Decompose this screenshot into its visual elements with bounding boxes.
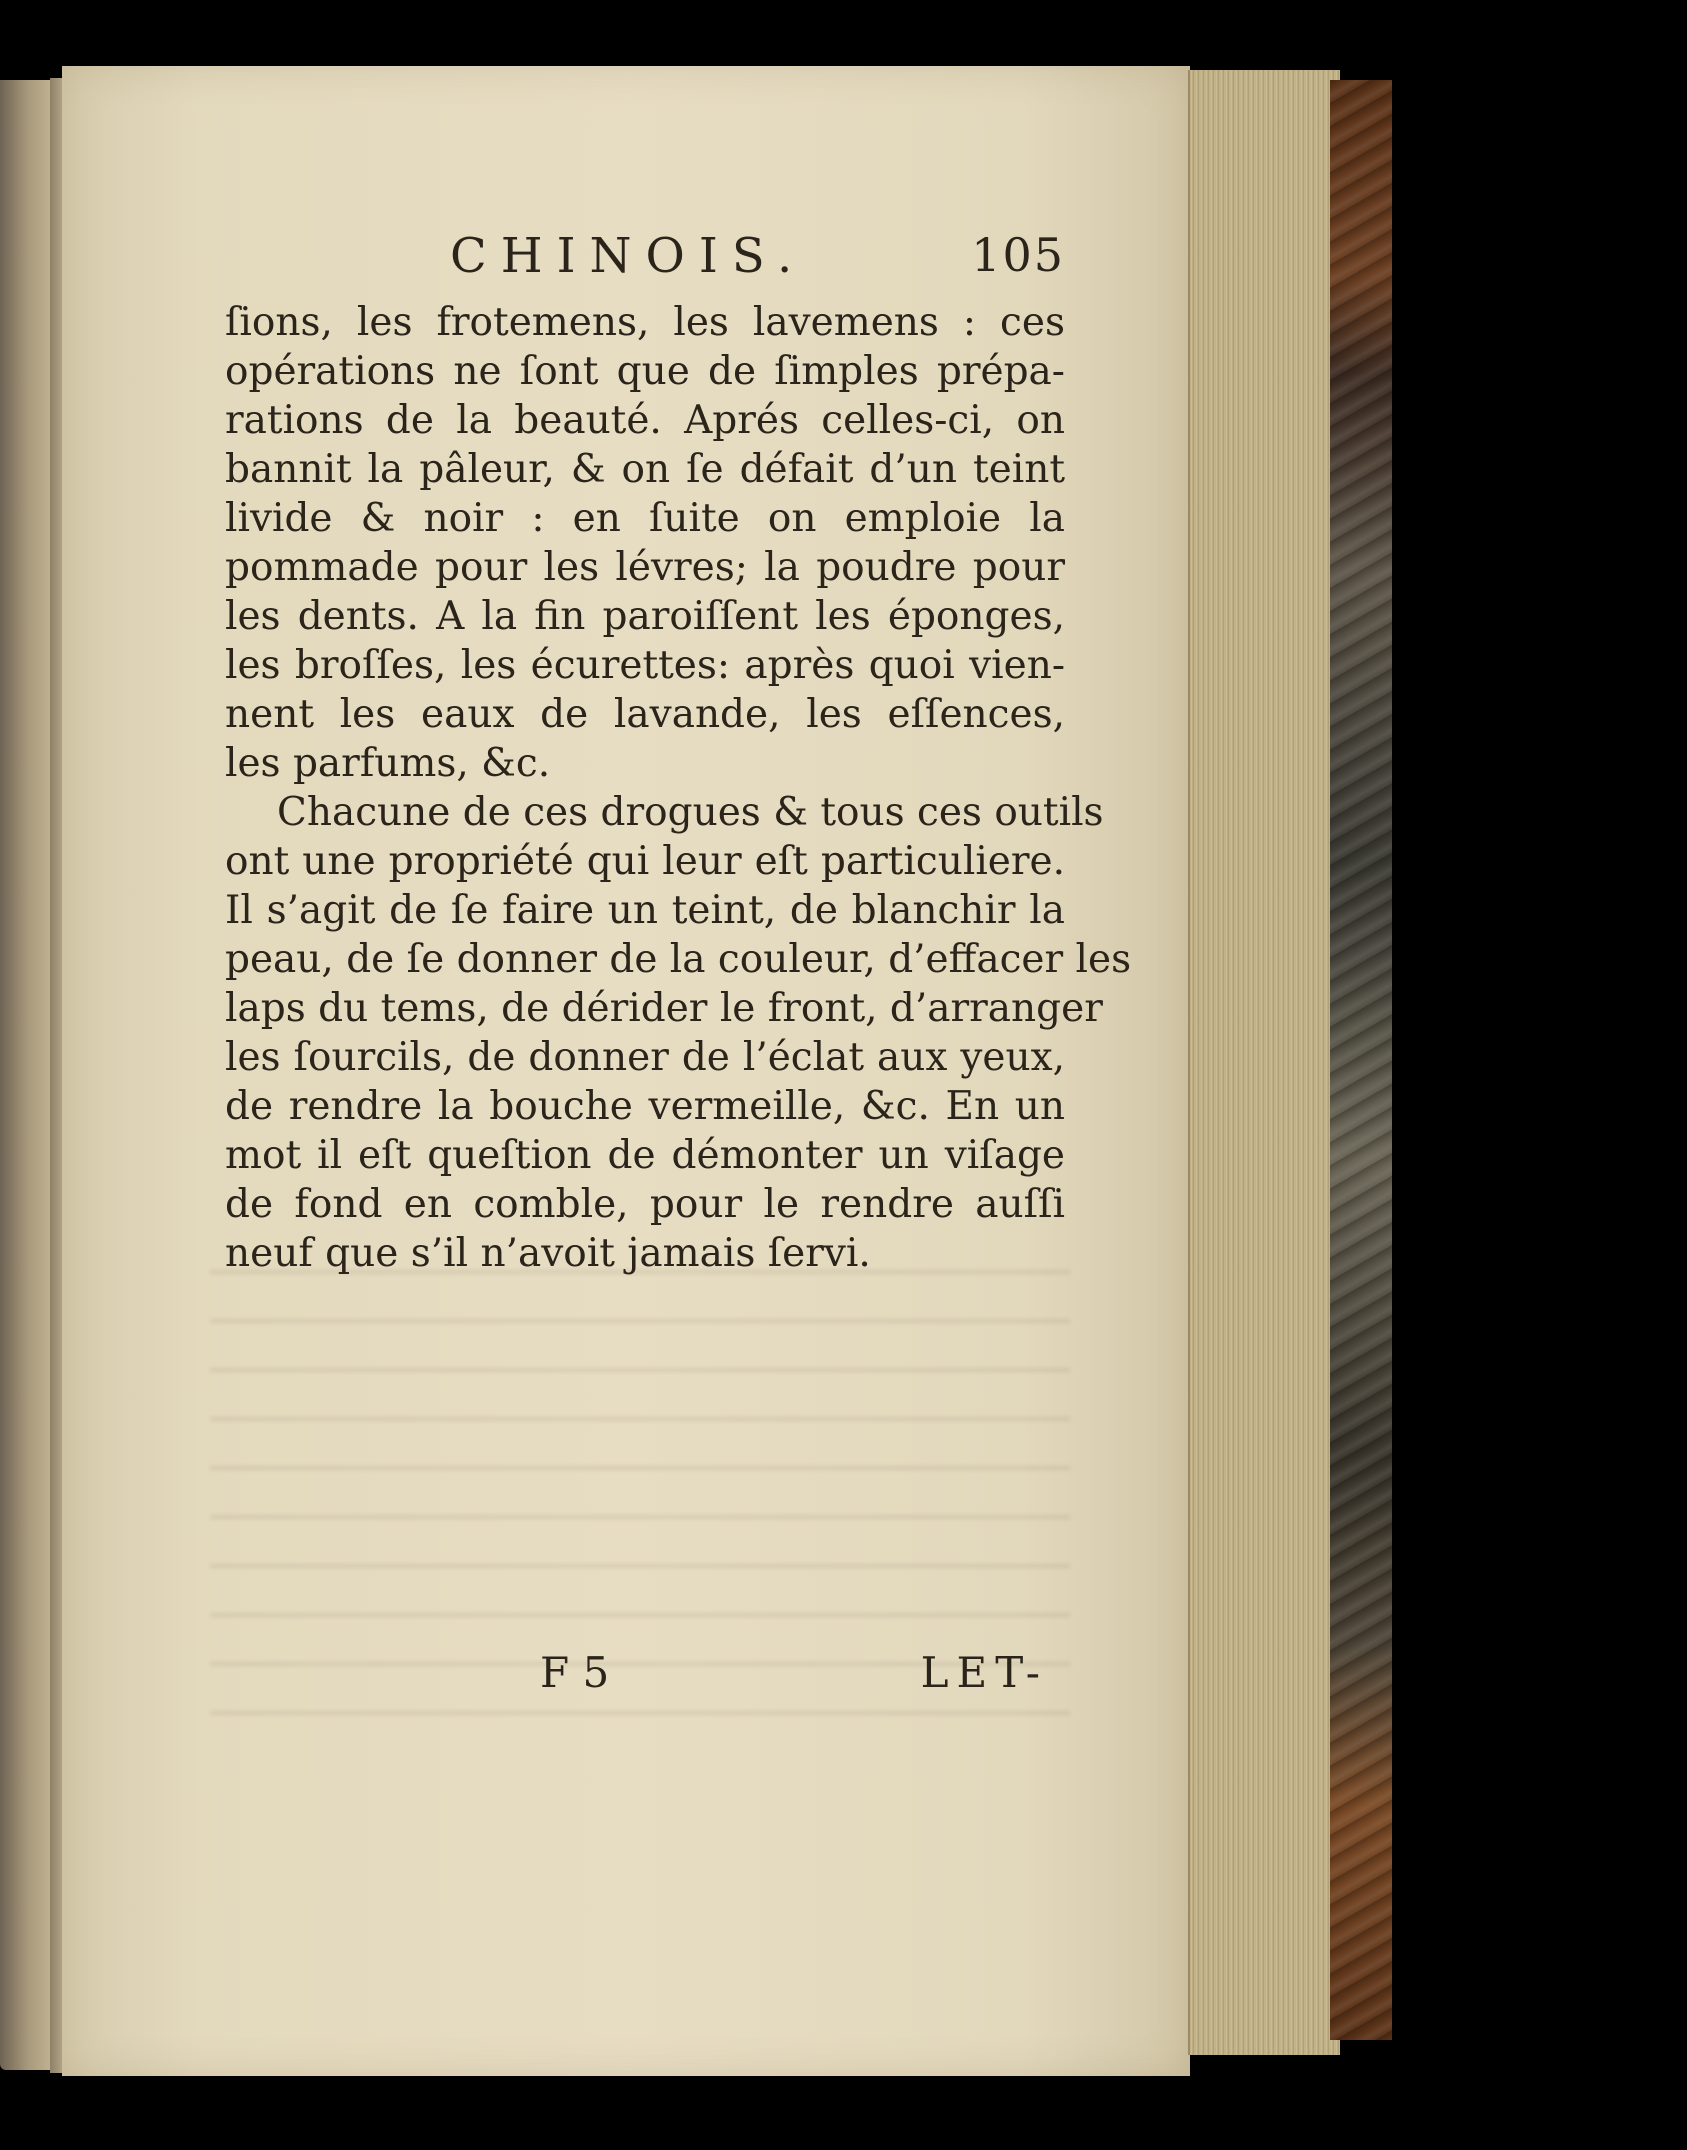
book-binding: [1330, 80, 1392, 2040]
catchword: LET-: [920, 1648, 1048, 1697]
text-line: les parfums, &c.: [225, 741, 551, 786]
text-line: les dents. A la fin paroiſſent les éponges,: [225, 594, 1065, 639]
text-line: neuf que s’il n’avoit jamais ſervi.: [225, 1231, 871, 1276]
text-line: Chacune de ces drogues & tous ces outils: [277, 790, 1104, 835]
text-line: livide & noir : en ſuite on emploie la: [225, 496, 1065, 541]
page-footer: [540, 1648, 1060, 1708]
text-line: laps du tems, de dérider le front, d’arranger: [225, 986, 1103, 1031]
text-line: de rendre la bouche vermeille, &c. En un: [225, 1084, 1065, 1129]
text-line: bannit la pâleur, & on ſe défait d’un teint: [225, 447, 1065, 492]
text-line: ont une propriété qui leur eſt particuliere.: [225, 839, 1065, 884]
text-line: rations de la beauté. Aprés celles-ci, on: [225, 398, 1065, 443]
text-line: ſions, les frotemens, les lavemens : ces: [225, 300, 1065, 345]
text-line: de fond en comble, pour le rendre auſſi: [225, 1182, 1065, 1227]
page-header: [225, 228, 1065, 298]
text-line: Il s’agit de ſe faire un teint, de blanchir la: [225, 888, 1065, 933]
text-line: pommade pour les lévres; la poudre pour: [225, 545, 1065, 590]
text-line: les ſourcils, de donner de l’éclat aux yeux,: [225, 1035, 1065, 1080]
text-line: peau, de ſe donner de la couleur, d’effacer les: [225, 937, 1132, 982]
signature-mark: F 5: [540, 1648, 610, 1697]
text-block: [225, 228, 1132, 1278]
body-text: [225, 298, 1132, 1278]
page-block-edge: [1188, 70, 1340, 2055]
text-line: les broſſes, les écurettes: après quoi vien-: [225, 643, 1065, 688]
running-head: CHINOIS.: [450, 228, 807, 284]
text-line: nent les eaux de lavande, les eſſences,: [225, 692, 1065, 737]
text-line: opérations ne ſont que de ſimples prépa-: [225, 349, 1065, 394]
text-line: mot il eſt queſtion de démonter un viſage: [225, 1133, 1065, 1178]
page-number: 105: [971, 228, 1065, 282]
